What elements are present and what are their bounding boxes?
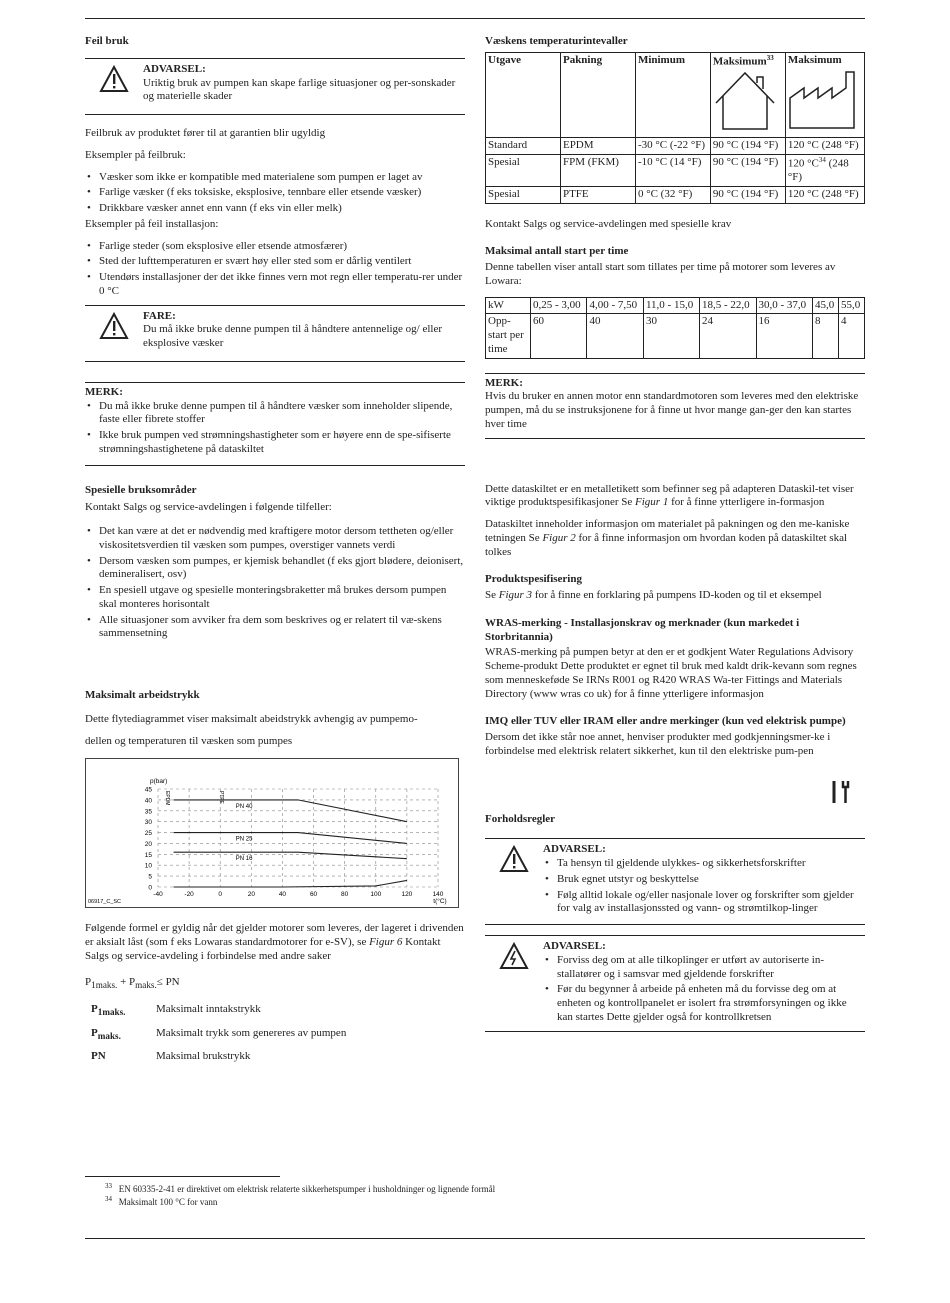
y-tick-label: 40 bbox=[144, 797, 152, 805]
paragraph: WRAS-merking på pumpen betyr at den er et godkjent Water Regulations Advisory Scheme-produkt Dette produktet er egnet til bruk med kaldt drik-kevann som regnes som menneskeføde Se IRNs R001 og R420 WRAS Wa-ter Fittings and Materials Directory (www wras co uk) for å finne ytterligere informasjon bbox=[485, 646, 857, 700]
y-tick-label: 30 bbox=[144, 819, 152, 827]
x-tick-label: 120 bbox=[401, 891, 413, 899]
list-item: • Utendørs installasjoner der det ikke finnes vern mot regn eller temperatu-rer under 0 °C bbox=[85, 271, 465, 299]
paragraph: Eksempler på feilbruk: bbox=[85, 148, 186, 161]
formula-mid: + P bbox=[117, 975, 136, 988]
paragraph: Dette flytediagrammet viser maksimalt abeidstrykk avhengig av pumpemo- bbox=[85, 712, 418, 725]
heading-starts: Maksimal antall start per time bbox=[485, 245, 629, 258]
header-label: Maksimum bbox=[712, 55, 767, 68]
pressure-chart bbox=[85, 758, 459, 908]
y-axis-label: p(bar) bbox=[150, 778, 168, 786]
vertical-label: PTFE bbox=[218, 791, 225, 805]
paragraph: dellen og temperaturen til væsken som pumpes bbox=[85, 734, 293, 747]
heading-imq: IMQ eller TUV eller IRAM eller andre merkinger (kun ved elektrisk pumpe) bbox=[485, 715, 846, 728]
table-header: Minimum bbox=[635, 52, 710, 137]
table-cell: 90 °C (194 °F) bbox=[710, 154, 785, 186]
tools-icon bbox=[831, 779, 851, 805]
warning-icon bbox=[499, 845, 529, 873]
table-cell: 90 °C (194 °F) bbox=[710, 137, 785, 154]
vertical-label: EPDM bbox=[163, 791, 170, 806]
definition-row bbox=[85, 1003, 465, 1019]
y-tick-label: 10 bbox=[144, 862, 152, 870]
text: for å finne informasjon om hvordan koden på dataskiltet skal tolkes bbox=[485, 531, 848, 558]
starts-table bbox=[485, 297, 865, 359]
chart-code: 06917_C_SC bbox=[88, 899, 122, 906]
top-rule bbox=[85, 18, 865, 19]
list-item: • Drikkbare væsker annet enn vann (f eks vin eller melk) bbox=[85, 202, 465, 216]
warning-icon bbox=[99, 65, 129, 93]
heading-temp: Væskens temperaturintevaller bbox=[485, 35, 628, 47]
table-cell: Opp-start per time bbox=[486, 314, 531, 358]
footnote-ref: 34 bbox=[818, 155, 826, 164]
heading-arbeidstrykk: Maksimalt arbeidstrykk bbox=[85, 689, 200, 701]
definition-row bbox=[85, 1027, 465, 1043]
def-value: Maksimalt inntakstrykk bbox=[156, 1003, 261, 1016]
house-icon bbox=[713, 69, 777, 131]
table-cell: 24 bbox=[700, 314, 756, 358]
formula-sub: maks. bbox=[135, 979, 157, 990]
list-item: • Det kan være at det er nødvendig med kraftigere motor dersom tettheten og/eller viskositetsverdien til væsken som pumpes, overstiger vannets verdi bbox=[85, 525, 465, 553]
table-cell: 120 °C (248 °F) bbox=[785, 137, 864, 154]
def-sub: maks. bbox=[97, 1030, 121, 1041]
table-cell: FPM (FKM) bbox=[560, 154, 635, 186]
merk-title: MERK: bbox=[85, 385, 123, 398]
series-label: PN 16 bbox=[235, 856, 253, 863]
table-cell: EPDM bbox=[560, 137, 635, 154]
formula-p: P bbox=[85, 975, 92, 988]
warning-box bbox=[485, 838, 865, 925]
text: for å finne ytterligere in-formasjon bbox=[668, 496, 825, 509]
table-cell: 90 °C (194 °F) bbox=[710, 186, 785, 203]
merk-box bbox=[85, 382, 465, 466]
list-item: • En spesiell utgave og spesielle monteringsbraketter må brukes dersom pumpen skal monteres horisontalt bbox=[85, 584, 465, 612]
table-cell: 60 bbox=[531, 314, 587, 358]
table-header bbox=[785, 52, 864, 137]
footnote-text: EN 60335-2-41 er direktivet om elektrisk relaterte sikkerhetspumper i husholdninger og lignende formål bbox=[118, 1184, 496, 1194]
table-header: Utgave bbox=[486, 52, 561, 137]
x-tick-label: 100 bbox=[370, 891, 382, 899]
list-item: • Forviss deg om at alle tilkoplinger er utført av autoriserte in-stallatører og i samsvar med gjeldende forskrifter bbox=[543, 954, 865, 982]
x-tick-label: 40 bbox=[278, 891, 287, 899]
table-cell: 120 °C (248 °F) bbox=[785, 186, 864, 203]
x-tick-label: 80 bbox=[341, 891, 349, 899]
warning-box bbox=[85, 58, 465, 115]
right-column bbox=[485, 32, 865, 1032]
series-line bbox=[174, 881, 407, 888]
table-row bbox=[486, 186, 865, 203]
danger-text: Du må ikke bruke denne pumpen til å håndtere antennelige og/ eller eksplosive væsker bbox=[143, 323, 443, 349]
formula-intro-tail: Kontakt Salgs og service-avdeling i forbindelse med andre saker bbox=[85, 936, 441, 962]
x-tick-label: 140 bbox=[432, 891, 444, 899]
table-cell: 4 bbox=[838, 314, 864, 358]
warning-title: ADVARSEL: bbox=[543, 843, 606, 856]
table-cell: Spesial bbox=[486, 186, 561, 203]
definitions bbox=[85, 1003, 465, 1064]
formula bbox=[85, 976, 465, 992]
tools-row bbox=[485, 769, 865, 809]
list-item: • Dersom væsken som pumpes, er kjemisk behandlet (f eks gjort blødere, deionisert, demineralisert, osv) bbox=[85, 555, 465, 583]
paragraph: Feilbruk av produktet fører til at garantien blir ugyldig bbox=[85, 127, 326, 139]
definition-row bbox=[85, 1050, 465, 1064]
footnotes bbox=[105, 1182, 495, 1209]
warning-title: ADVARSEL: bbox=[543, 940, 606, 953]
table-row bbox=[486, 297, 865, 314]
factory-icon bbox=[788, 68, 860, 130]
series-line bbox=[174, 833, 407, 844]
y-tick-label: 20 bbox=[144, 841, 152, 849]
temperature-table bbox=[485, 52, 865, 204]
def-key: P bbox=[91, 1026, 98, 1039]
footnote bbox=[105, 1195, 495, 1208]
merk-title: MERK: bbox=[485, 376, 523, 389]
def-key: P bbox=[91, 1003, 98, 1016]
series-line bbox=[174, 852, 407, 859]
header-label: Maksimum bbox=[787, 53, 842, 66]
left-column bbox=[85, 32, 465, 1072]
table-row bbox=[486, 154, 865, 186]
paragraph: Eksempler på feil installasjon: bbox=[85, 217, 219, 230]
x-tick-label: 60 bbox=[309, 891, 318, 899]
table-cell: 4,00 - 7,50 bbox=[587, 297, 643, 314]
list-item: • Ikke bruk pumpen ved strømningshastigheter som er høyere enn de spe-sifiserte strømningshastighetene på dataskiltet bbox=[85, 429, 465, 457]
y-tick-label: 25 bbox=[144, 830, 152, 838]
danger-box bbox=[85, 305, 465, 362]
warning-icon bbox=[99, 312, 129, 340]
table-cell: 11,0 - 15,0 bbox=[643, 297, 699, 314]
table-row bbox=[486, 314, 865, 358]
paragraph bbox=[485, 589, 865, 603]
paragraph: Dersom det ikke står noe annet, henviser produkter med godkjenningsmer-ke i forbindelse med elektrisk relatert sikkerhet, kun til den elektriske pum-pen bbox=[485, 731, 831, 757]
cell-text: (248 °F) bbox=[787, 157, 849, 184]
x-tick-label: 0 bbox=[218, 891, 223, 899]
heading-spesielle: Spesielle bruksområder bbox=[85, 483, 197, 496]
text: Se bbox=[485, 589, 499, 602]
x-tick-label: -40 bbox=[153, 891, 163, 899]
table-cell: 0,25 - 3,00 bbox=[531, 297, 587, 314]
text: Dette dataskiltet er en metalletikett som befinner seg på adapteren Dataskil-tet viser viktige produktspesifikasjoner Se bbox=[485, 482, 854, 509]
series-label: PN 40 bbox=[235, 804, 253, 811]
figure-ref: Figur 6 bbox=[369, 936, 403, 948]
heading-wras: WRAS-merking - Installasjonskrav og merknader (kun markedet i Storbritannia) bbox=[485, 616, 800, 643]
y-tick-label: 35 bbox=[144, 808, 152, 816]
list bbox=[85, 525, 465, 641]
figure-ref: Figur 3 bbox=[498, 589, 533, 602]
danger-title: FARE: bbox=[143, 309, 176, 322]
table-cell: 45,0 bbox=[812, 297, 838, 314]
merk-text: Hvis du bruker en annen motor enn standardmotoren som leveres med den elektriske pumpen, må du se instruksjonene for å finne ut hvor mange gan-ger den kan startes hver time bbox=[485, 390, 859, 430]
footnote-number: 33 bbox=[105, 1182, 112, 1190]
formula-intro-text: Følgende formel er gyldig når det gjelder motorer som leveres, der lageret i drivenden er aksialt låst (som f eks Lowaras standardmotorer for e-SV), se bbox=[85, 922, 464, 948]
y-tick-label: 0 bbox=[148, 884, 152, 892]
y-tick-label: 15 bbox=[144, 852, 152, 860]
table-cell: 30 bbox=[643, 314, 699, 358]
electric-warning-box bbox=[485, 935, 865, 1032]
table-cell: Spesial bbox=[486, 154, 561, 186]
list bbox=[85, 171, 465, 216]
table-cell: kW bbox=[486, 297, 531, 314]
y-tick-label: 5 bbox=[148, 873, 152, 881]
table-cell: -30 °C (-22 °F) bbox=[635, 137, 710, 154]
table-header bbox=[710, 52, 785, 137]
table-cell: 16 bbox=[756, 314, 812, 358]
footnote-ref: 33 bbox=[766, 53, 774, 62]
table-cell: 40 bbox=[587, 314, 643, 358]
footnote-rule bbox=[85, 1176, 280, 1177]
def-value: Maksimal brukstrykk bbox=[156, 1050, 251, 1063]
formula-end: ≤ PN bbox=[156, 975, 180, 988]
figure-ref: Figur 1 bbox=[635, 496, 669, 509]
bottom-rule bbox=[85, 1238, 865, 1239]
list-item: • Følg alltid lokale og/eller nasjonale lover og forskrifter som gjelder for valg av installasjonssted og vann- og strømtilkop-linger bbox=[543, 889, 865, 917]
table-cell: Standard bbox=[486, 137, 561, 154]
merk-box bbox=[485, 373, 865, 439]
heading-forhold: Forholdsregler bbox=[485, 812, 556, 825]
list-item: • Alle situasjoner som avviker fra dem som beskrives og er relatert til væ-skens sammensetning bbox=[85, 614, 465, 642]
list-item: • Farlige væsker (f eks toksiske, eksplosive, tennbare eller etsende væsker) bbox=[85, 186, 465, 200]
series-label: PN 25 bbox=[235, 836, 253, 843]
table-cell: 55,0 bbox=[838, 297, 864, 314]
list-item: • Sted der lufttemperaturen er svært høy eller sted som er dårlig ventilert bbox=[85, 255, 465, 269]
cell-text: 120 °C bbox=[787, 157, 819, 170]
list bbox=[85, 240, 465, 299]
text: for å finne en forklaring på pumpens ID-koden og til et eksempel bbox=[532, 589, 822, 602]
footnote bbox=[105, 1182, 495, 1195]
table-header: Pakning bbox=[560, 52, 635, 137]
paragraph: Kontakt Salgs og service-avdelingen i følgende tilfeller: bbox=[85, 501, 332, 514]
table-cell: 8 bbox=[812, 314, 838, 358]
list-item: • Før du begynner å arbeide på enheten må du forvisse deg om at enheten og kontrollpanelet er isolert fra strømforsyningen og ikke kan startes Dette gjelder også for kontrollkretsen bbox=[543, 983, 865, 1024]
pressure-chart-svg bbox=[86, 759, 458, 907]
x-axis-label: t(°C) bbox=[433, 898, 447, 906]
paragraph: Denne tabellen viser antall start som tillates per time på motorer som leveres av Lowara: bbox=[485, 261, 836, 287]
y-tick-label: 45 bbox=[144, 786, 152, 794]
table-cell bbox=[785, 154, 864, 186]
list-item: • Væsker som ikke er kompatible med materialene som pumpen er laget av bbox=[85, 171, 465, 185]
text: Dataskiltet inneholder informasjon om materialet på pakningen og den me-kaniske tetningen Se bbox=[485, 518, 850, 544]
footnote-number: 34 bbox=[105, 1195, 112, 1204]
formula-sub: 1maks. bbox=[91, 979, 118, 990]
warning-title: ADVARSEL: bbox=[143, 62, 206, 75]
table-cell: 30,0 - 37,0 bbox=[756, 297, 812, 314]
table-cell: -10 °C (14 °F) bbox=[635, 154, 710, 186]
paragraph: Kontakt Salgs og service-avdelingen med spesielle krav bbox=[485, 217, 732, 230]
heading-produkt: Produktspesifisering bbox=[485, 573, 582, 586]
list-item: • Du må ikke bruke denne pumpen til å håndtere væsker som inneholder slipende, faste eller fibrete stoffer bbox=[85, 400, 465, 428]
table-cell: 0 °C (32 °F) bbox=[635, 186, 710, 203]
heading-feil-bruk: Feil bruk bbox=[85, 35, 129, 47]
electric-hazard-icon bbox=[499, 942, 529, 970]
def-sub: 1maks. bbox=[97, 1007, 126, 1018]
figure-ref: Figur 2 bbox=[542, 531, 576, 544]
footnote-text: Maksimalt 100 °C for vann bbox=[118, 1197, 218, 1208]
table-cell: 18,5 - 22,0 bbox=[700, 297, 756, 314]
paragraph bbox=[485, 483, 865, 511]
x-tick-label: 20 bbox=[247, 891, 255, 899]
list-item: • Bruk egnet utstyr og beskyttelse bbox=[543, 873, 865, 887]
table-row bbox=[486, 137, 865, 154]
x-tick-label: -20 bbox=[184, 891, 194, 899]
def-value: Maksimalt trykk som genereres av pumpen bbox=[156, 1026, 347, 1039]
def-key: PN bbox=[91, 1050, 106, 1063]
list-item: • Ta hensyn til gjeldende ulykkes- og sikkerhetsforskrifter bbox=[543, 857, 865, 871]
formula-intro bbox=[85, 922, 465, 963]
warning-text: Uriktig bruk av pumpen kan skape farlige situasjoner og per-sonskader og materielle skader bbox=[143, 76, 456, 103]
table-cell: PTFE bbox=[560, 186, 635, 203]
list-item: • Farlige steder (som eksplosive eller etsende atmosfærer) bbox=[85, 240, 465, 254]
paragraph bbox=[485, 518, 865, 559]
